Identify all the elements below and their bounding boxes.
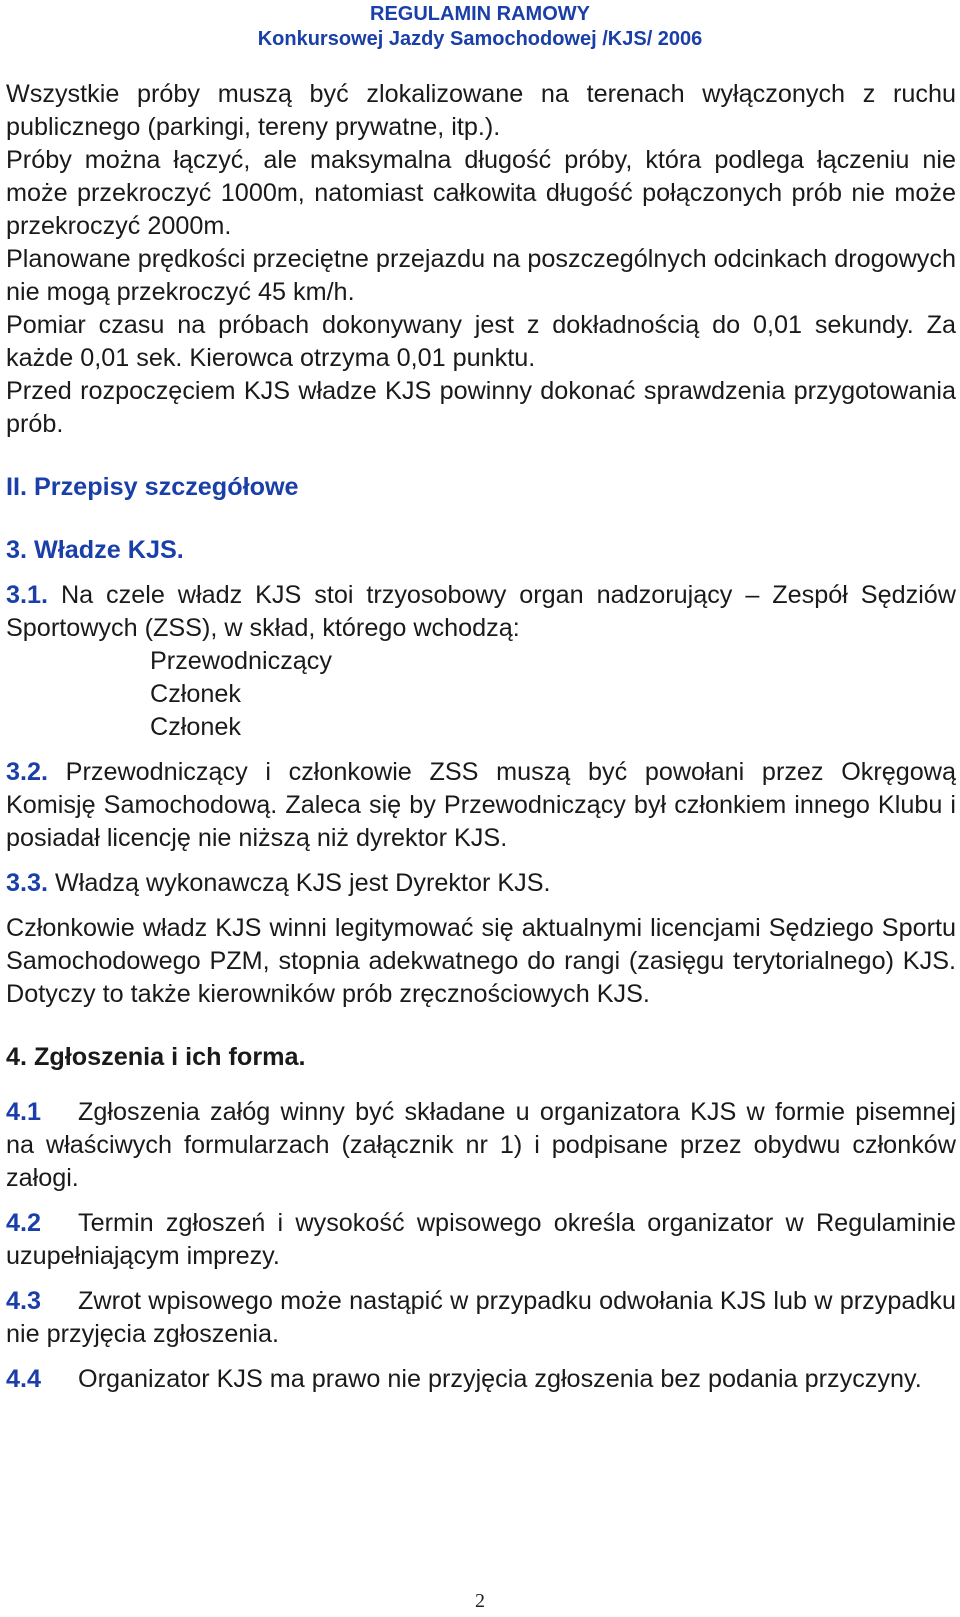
header-title: REGULAMIN RAMOWY bbox=[370, 3, 590, 25]
paragraph-4-4-number: 4.4 bbox=[6, 1365, 42, 1393]
paragraph-3-3 bbox=[6, 867, 956, 900]
section-2-heading: II. Przepisy szczegółowe bbox=[6, 473, 299, 501]
page-header bbox=[0, 2, 960, 52]
zss-members-list bbox=[6, 645, 956, 744]
document-body bbox=[6, 78, 956, 1396]
paragraph-3-2 bbox=[6, 756, 956, 855]
paragraph-3-4: Członkowie władz KJS winni legitymować się aktualnymi licencjami Sędziego Sportu Samochodowego PZM, stopnia adekwatnego do rangi (zasięgu terytorialnego) KJS. Dotyczy to także kierowników prób zręcznościowych KJS. bbox=[6, 914, 956, 1008]
paragraph-4-3 bbox=[6, 1285, 956, 1351]
paragraph-4-4 bbox=[6, 1363, 956, 1396]
zss-member-1: Członek bbox=[150, 680, 241, 708]
paragraph-4-1 bbox=[6, 1096, 956, 1195]
paragraph-4-1-number: 4.1 bbox=[6, 1098, 42, 1126]
header-subtitle: Konkursowej Jazdy Samochodowej /KJS/ 2006 bbox=[257, 28, 703, 50]
paragraph-4-1-text: Zgłoszenia załóg winny być składane u organizatora KJS w formie pisemnej na właściwych formularzach (załącznik nr 1) i podpisane przez obydwu członków załogi. bbox=[6, 1098, 956, 1192]
paragraph-3-1 bbox=[6, 579, 956, 645]
zss-member-chair: Przewodniczący bbox=[150, 647, 332, 675]
paragraph-4-2 bbox=[6, 1207, 956, 1273]
paragraph-intro-1: Wszystkie próby muszą być zlokalizowane na terenach wyłączonych z ruchu publicznego (parkingi, tereny prywatne, itp.). bbox=[6, 80, 956, 141]
paragraph-3-3-number: 3.3. bbox=[6, 869, 49, 897]
paragraph-3-1-text: Na czele władz KJS stoi trzyosobowy organ nadzorujący – Zespół Sędziów Sportowych (ZSS), w skład, którego wchodzą: bbox=[6, 581, 956, 642]
section-3-heading: 3. Władze KJS. bbox=[6, 536, 184, 564]
paragraph-intro-5: Przed rozpoczęciem KJS władze KJS powinny dokonać sprawdzenia przygotowania prób. bbox=[6, 377, 956, 438]
paragraph-intro-2: Próby można łączyć, ale maksymalna długość próby, która podlega łączeniu nie może przekroczyć 1000m, natomiast całkowita długość połączonych prób nie może przekroczyć 2000m. bbox=[6, 146, 956, 240]
paragraph-intro-4: Pomiar czasu na próbach dokonywany jest z dokładnością do 0,01 sekundy. Za każde 0,01 sek. Kierowca otrzyma 0,01 punktu. bbox=[6, 311, 956, 372]
paragraph-4-2-text: Termin zgłoszeń i wysokość wpisowego określa organizator w Regulaminie uzupełniającym imprezy. bbox=[6, 1209, 956, 1270]
page-number: 2 bbox=[475, 1590, 485, 1612]
zss-member-2: Członek bbox=[150, 713, 241, 741]
paragraph-3-2-text: Przewodniczący i członkowie ZSS muszą być powołani przez Okręgową Komisję Samochodową. Zaleca się by Przewodniczący był członkiem innego Klubu i posiadał licencję nie niższą niż dyrektor KJS. bbox=[6, 758, 956, 852]
paragraph-intro-3: Planowane prędkości przeciętne przejazdu na poszczególnych odcinkach drogowych nie mogą przekroczyć 45 km/h. bbox=[6, 245, 956, 306]
paragraph-3-2-number: 3.2. bbox=[6, 758, 49, 786]
paragraph-3-3-text: Władzą wykonawczą KJS jest Dyrektor KJS. bbox=[48, 869, 551, 897]
paragraph-4-3-number: 4.3 bbox=[6, 1287, 42, 1315]
paragraph-4-2-number: 4.2 bbox=[6, 1209, 42, 1237]
paragraph-4-3-text: Zwrot wpisowego może nastąpić w przypadku odwołania KJS lub w przypadku nie przyjęcia zgłoszenia. bbox=[6, 1287, 956, 1348]
section-4-heading: 4. Zgłoszenia i ich forma. bbox=[6, 1043, 306, 1071]
paragraph-4-4-text: Organizator KJS ma prawo nie przyjęcia zgłoszenia bez podania przyczyny. bbox=[78, 1365, 922, 1393]
paragraph-3-1-number: 3.1. bbox=[6, 581, 49, 609]
